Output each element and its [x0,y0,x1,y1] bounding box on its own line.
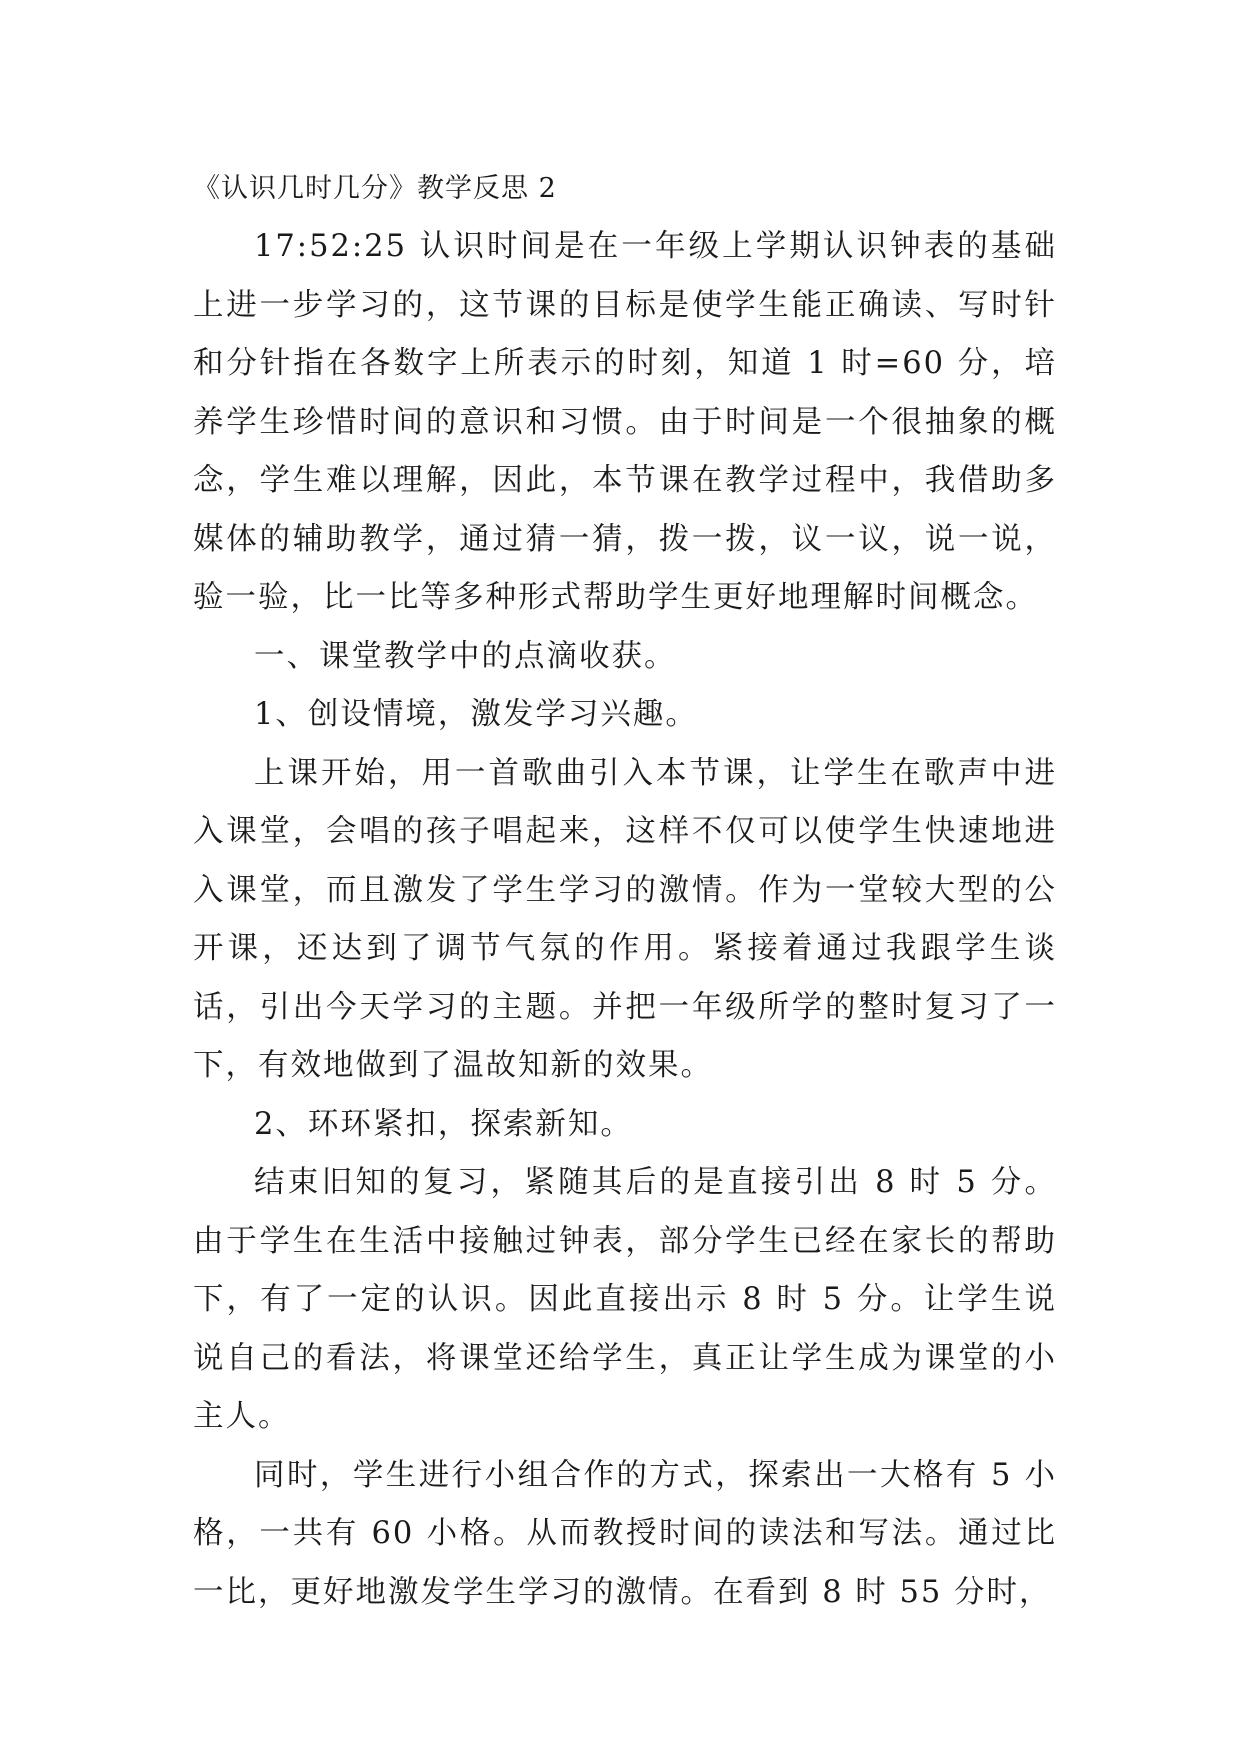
subheading-explore-new: 2、环环紧扣，探索新知。 [254,1106,633,1142]
paragraph-intro: 17:52:25 认识时间是在一年级上学期认识钟表的基础上进一步学习的，这节课的目标是使学生能正确读、写时针和分针指在各数字上所表示的时刻，知道 1 时=60 分，培养学生珍惜时间的意识和习惯。由于时间是一个很抽象的概念，学生难以理解，因此，本节课在教学过程中，我借助多媒体的辅助教学，通过猜一猜，拨一拨，议一议，说一说，验一验，比一比等多种形式帮助学生更好地理解时间概念。 [193,229,1057,615]
subheading-create-situation: 1、创设情境，激发学习兴趣。 [254,697,698,732]
paragraph-class-opening: 上课开始，用一首歌曲引入本节课，让学生在歌声中进入课堂，会唱的孩子唱起来，这样不仅可以使学生快速地进入课堂，而且激发了学生学习的激情。作为一堂较大型的公开课，还达到了调节气氛的作用。紧接着通过我跟学生谈话，引出今天学习的主题。并把一年级所学的整时复习了一下，有效地做到了温故知新的效果。 [193,755,1057,1083]
document-body [193,160,1057,1622]
document-title: 《认识几时几分》教学反思 2 [193,173,557,204]
section-heading-gains: 一、课堂教学中的点滴收获。 [254,638,677,674]
paragraph-review: 结束旧知的复习，紧随其后的是直接引出 8 时 5 分。由于学生在生活中接触过钟表，部分学生已经在家长的帮助下，有了一定的认识。因此直接出示 8 时 5 分。让学生说说自己的看法，将课堂还给学生，真正让学生成为课堂的小主人。 [193,1165,1057,1434]
paragraph-group-work: 同时，学生进行小组合作的方式，探索出一大格有 5 小格，一共有 60 小格。从而教授时间的读法和写法。通过比一比，更好地激发学生学习的激情。在看到 8 时 55 分时， [193,1457,1057,1610]
